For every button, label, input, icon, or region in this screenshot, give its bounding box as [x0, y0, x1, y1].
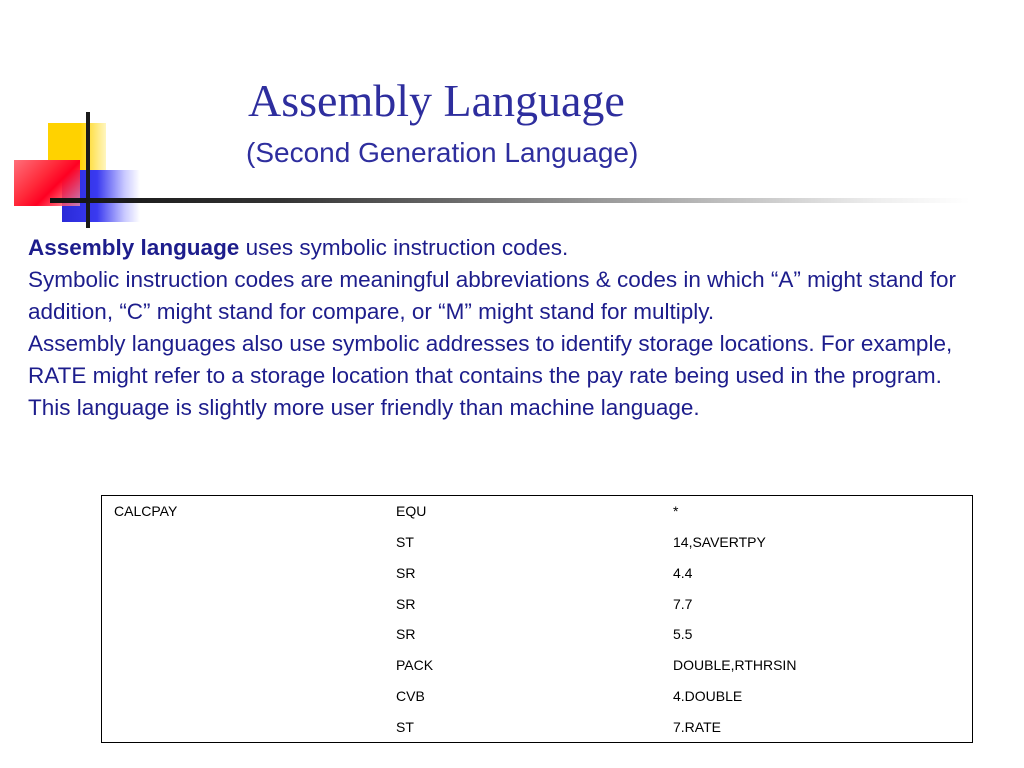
title-divider-line: [50, 198, 970, 203]
operand-cell: 7.RATE: [673, 718, 721, 735]
decor-vertical-line: [86, 112, 90, 228]
label-cell: [102, 527, 385, 558]
operand-cell: 4.DOUBLE: [673, 687, 743, 704]
slide-title: Assembly Language: [248, 75, 625, 126]
table-row: [102, 527, 973, 558]
label-cell: [102, 619, 385, 650]
label-cell: [102, 650, 385, 681]
operand-cell: 5.5: [673, 626, 693, 643]
table-row: [102, 680, 973, 711]
table-row: [102, 588, 973, 619]
opcode-cell: PACK: [396, 657, 434, 674]
table-row: [102, 557, 973, 588]
label-cell: [102, 711, 385, 742]
slide-body: [28, 232, 1008, 424]
operand-cell: 7.7: [673, 595, 693, 612]
operand-cell: *: [673, 503, 679, 520]
opcode-cell: EQU: [396, 503, 427, 520]
table-row: [102, 619, 973, 650]
opcode-cell: ST: [396, 534, 414, 551]
body-paragraph-1: [28, 232, 1008, 264]
opcode-cell: SR: [396, 595, 416, 612]
label-cell: CALCPAY: [114, 503, 178, 520]
operand-cell: DOUBLE,RTHRSIN: [673, 657, 797, 674]
opcode-cell: ST: [396, 718, 414, 735]
body-paragraph-4: This language is slightly more user friendly than machine language.: [28, 395, 700, 420]
label-cell: [102, 557, 385, 588]
body-term-bold: Assembly language: [28, 235, 240, 260]
assembly-code-table: [101, 495, 973, 743]
label-cell: [102, 680, 385, 711]
body-paragraph-2: Symbolic instruction codes are meaningful abbreviations & codes in which “A” might stand for addition, “C” might stand for compare, or “M” might stand for multiply.: [28, 267, 956, 324]
body-paragraph-3: Assembly languages also use symbolic addresses to identify storage locations. For example, RATE might refer to a storage location that contains the pay rate being used in the program.: [28, 331, 953, 388]
table-row: [102, 650, 973, 681]
operand-cell: 4.4: [673, 564, 693, 581]
operand-cell: 14,SAVERTPY: [673, 534, 766, 551]
table-row: [102, 496, 973, 527]
opcode-cell: SR: [396, 564, 416, 581]
label-cell: [102, 588, 385, 619]
table-row: [102, 711, 973, 742]
body-paragraph-1-rest: uses symbolic instruction codes.: [239, 235, 569, 260]
slide-subtitle: (Second Generation Language): [246, 137, 639, 168]
opcode-cell: CVB: [396, 687, 425, 704]
opcode-cell: SR: [396, 626, 416, 643]
